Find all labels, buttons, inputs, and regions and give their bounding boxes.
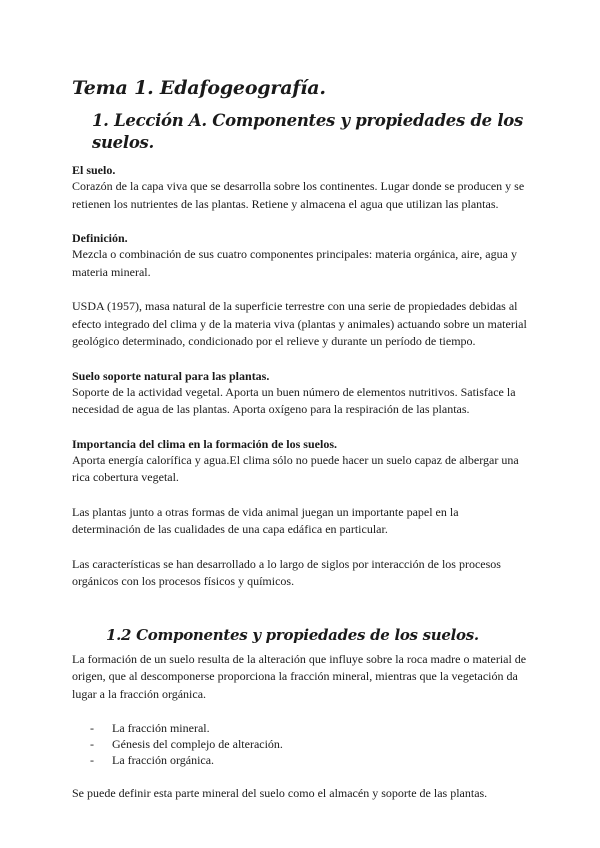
section-heading: El suelo. (72, 163, 116, 177)
lesson-heading (92, 110, 527, 154)
list-item-text: Génesis del complejo de alteración. (112, 737, 283, 751)
section-paragraph: Aporta energía calorífica y agua.El clima sólo no puede hacer un suelo capaz de albergar una rica cobertura vegetal. (72, 452, 519, 484)
section-el-suelo (72, 162, 527, 213)
section-heading: Definición. (72, 231, 128, 245)
subsection-heading: 1.2 Componentes y propiedades de los suelos. (106, 625, 479, 644)
page-title: Tema 1. Edafogeografía. (72, 77, 326, 99)
section-heading: Importancia del clima en la formación de los suelos. (72, 436, 337, 451)
bullet-marker: - (90, 737, 94, 751)
section-paragraph: Mezcla o combinación de sus cuatro componentes principales: materia orgánica, aire, agua y materia mineral. (72, 247, 517, 279)
section-caracteristicas (72, 556, 527, 591)
bullet-marker: - (90, 753, 94, 767)
section-heading: Suelo soporte natural para las plantas. (72, 368, 270, 383)
list-item-text: La fracción mineral. (112, 721, 210, 735)
list-item (90, 720, 527, 736)
section-definicion (72, 230, 527, 281)
list-item (90, 736, 527, 752)
section-paragraph: Corazón de la capa viva que se desarrolla sobre los continentes. Lugar donde se producen y se retienen los nutrientes de las plantas. Retiene y almacena el agua que utilizan las plantas. (72, 179, 525, 211)
list-item (90, 752, 527, 768)
bullet-marker: - (90, 721, 94, 735)
lesson-number: 1. (92, 111, 109, 130)
lesson-title: Lección A. Componentes y propiedades de los suelos. (92, 111, 523, 152)
document-body (72, 76, 527, 803)
section-paragraph: USDA (1957), masa natural de la superficie terrestre con una serie de propiedades debidas al efecto integrado del clima y de la materia viva (plantas y animales) actuando sobre un material geológico determinado, condicionado por el relieve y durante un período de tiempo. (72, 299, 527, 348)
section-plantas (72, 504, 527, 539)
subsection-closing: Se puede definir esta parte mineral del suelo como el almacén y soporte de las plantas. (72, 786, 488, 800)
subsection-intro: La formación de un suelo resulta de la alteración que influye sobre la roca madre o material de origen, que al descomponerse proporciona la fracción mineral, mientras que la vegetación da lugar a la fracción orgánica. (72, 651, 527, 701)
list-item-text: La fracción orgánica. (112, 753, 215, 767)
section-soporte (72, 368, 527, 419)
section-clima (72, 436, 527, 487)
section-paragraph: Las características se han desarrollado a lo largo de siglos por interacción de los procesos orgánicos con los procesos físicos y químicos. (72, 556, 501, 588)
bullet-list (72, 720, 527, 768)
section-paragraph: Las plantas junto a otras formas de vida animal juegan un importante papel en la determinación de las cualidades de una capa edáfica en particular. (72, 504, 459, 536)
section-paragraph: Soporte de la actividad vegetal. Aporta un buen número de elementos nutritivos. Satisface la necesidad de agua de las plantas. Aporta oxígeno para la respiración de las plantas. (72, 384, 516, 416)
section-usda (72, 298, 527, 351)
